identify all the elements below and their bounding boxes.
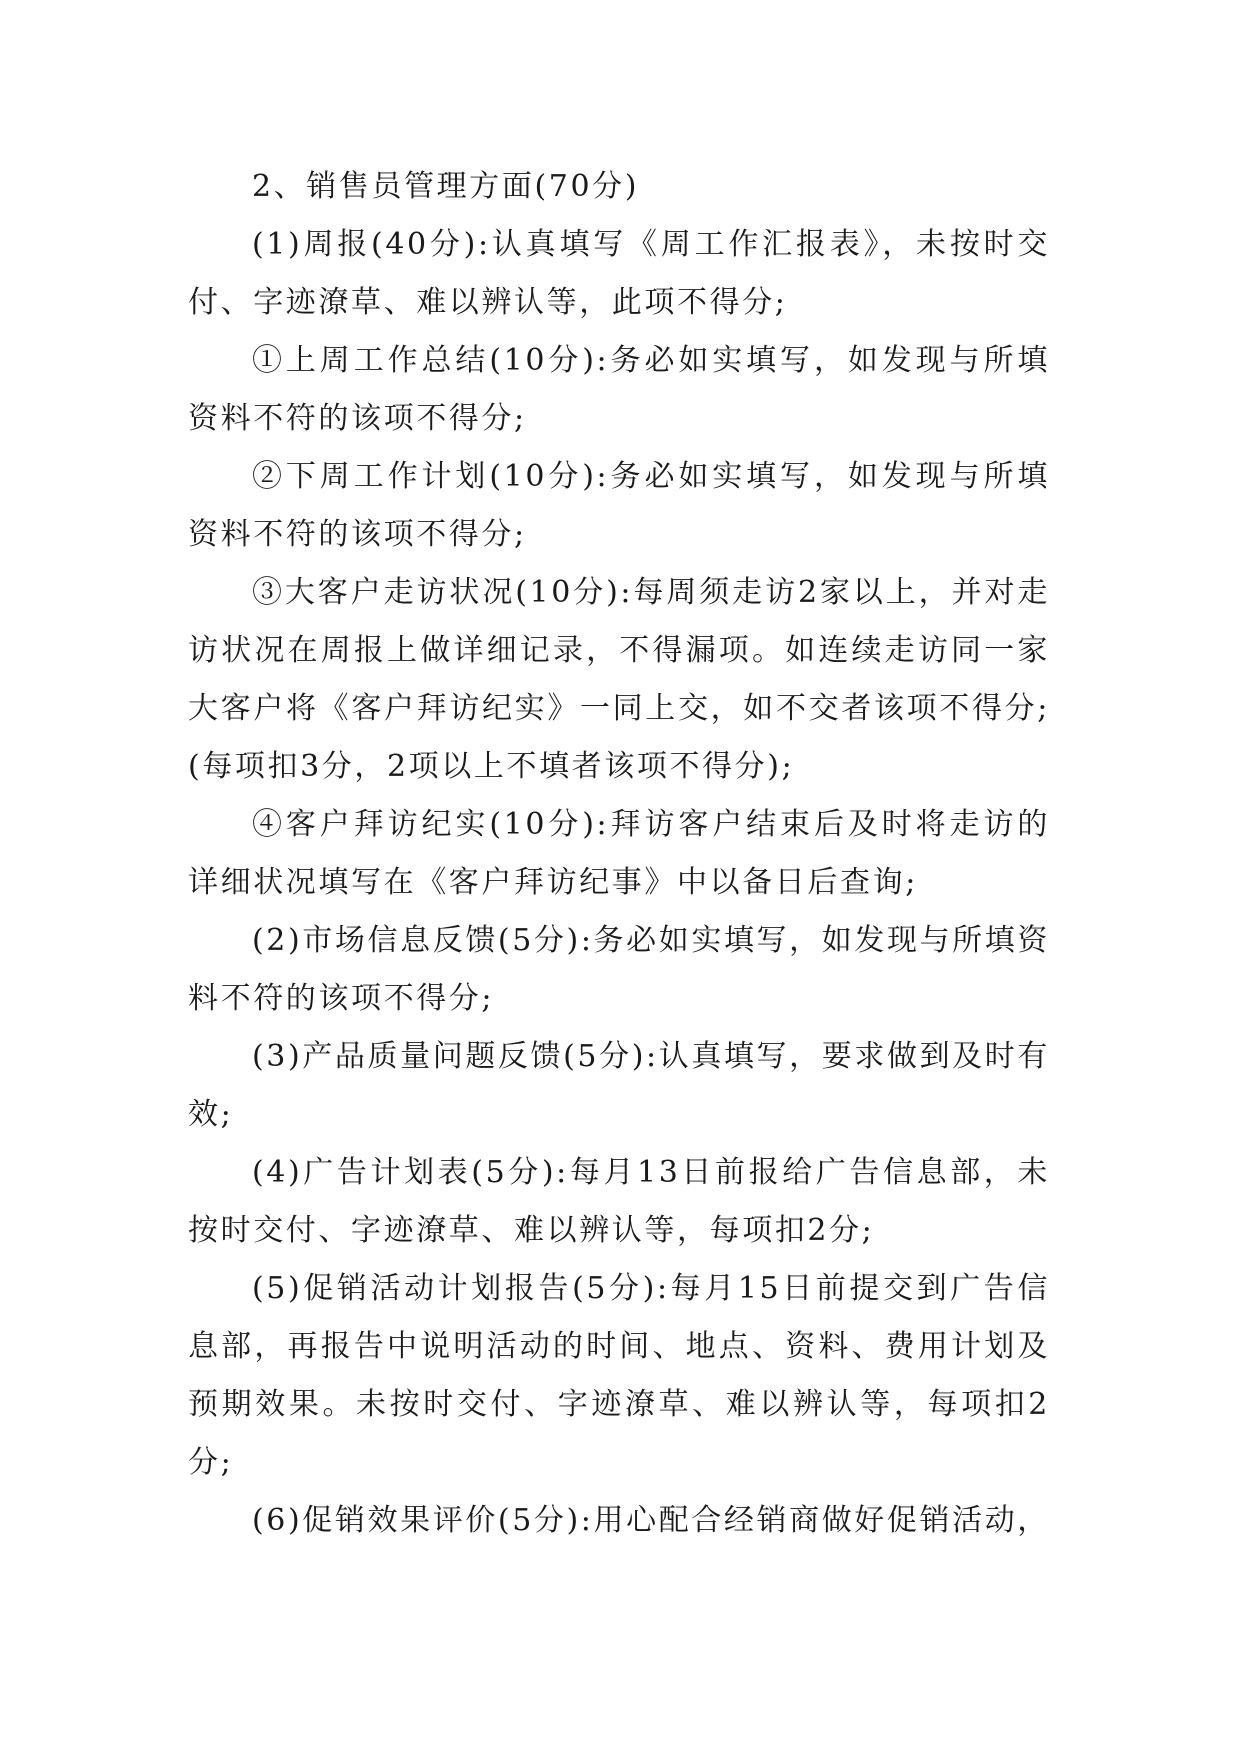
paragraph-promotion-evaluation: (6)促销效果评价(5分):用心配合经销商做好促销活动，	[252, 1503, 1050, 1538]
paragraph-next-week-plan: ②下周工作计划(10分):务必如实填写，如发现与所填资料不符的该项不得分;	[188, 459, 1050, 552]
paragraph-quality-feedback: (3)产品质量问题反馈(5分):认真填写，要求做到及时有效;	[188, 1039, 1050, 1132]
document-body	[188, 158, 1050, 1550]
paragraph-last-week-summary: ①上周工作总结(10分):务必如实填写，如发现与所填资料不符的该项不得分;	[188, 343, 1050, 436]
paragraph-key-client-visits: ③大客户走访状况(10分):每周须走访2家以上，并对走访状况在周报上做详细记录，不得漏项。如连续走访同一家大客户将《客户拜访纪实》一同上交，如不交者该项不得分;(每项扣3分，2项以上不填者该项不得分);	[188, 575, 1050, 784]
paragraph-promotion-plan: (5)促销活动计划报告(5分):每月15日前提交到广告信息部，再报告中说明活动的时间、地点、资料、费用计划及预期效果。未按时交付、字迹潦草、难以辨认等，每项扣2分;	[188, 1271, 1050, 1480]
paragraph-ad-plan: (4)广告计划表(5分):每月13日前报给广告信息部，未按时交付、字迹潦草、难以辨认等，每项扣2分;	[188, 1155, 1050, 1248]
section-heading: 2、销售员管理方面(70分)	[252, 169, 640, 204]
paragraph-client-visit-record: ④客户拜访纪实(10分):拜访客户结束后及时将走访的详细状况填写在《客户拜访纪事》中以备日后查询;	[188, 807, 1050, 900]
paragraph-market-feedback: (2)市场信息反馈(5分):务必如实填写，如发现与所填资料不符的该项不得分;	[188, 923, 1050, 1016]
paragraph-weekly-report: (1)周报(40分):认真填写《周工作汇报表》，未按时交付、字迹潦草、难以辨认等，此项不得分;	[188, 227, 1050, 320]
